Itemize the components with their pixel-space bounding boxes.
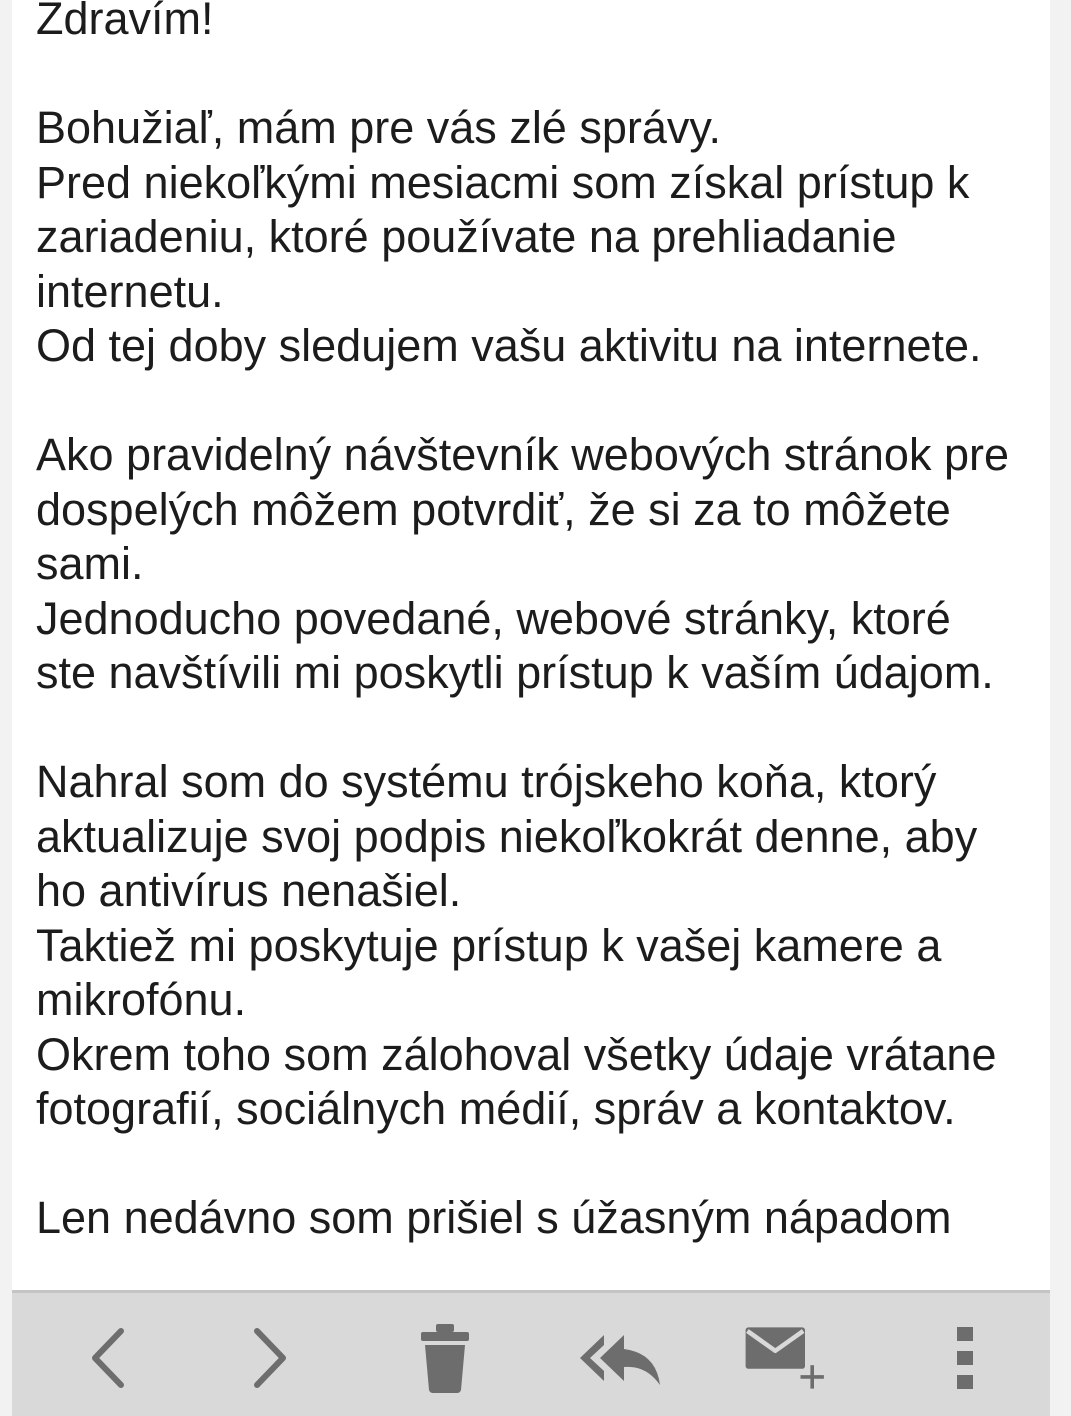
email-line: sami.	[36, 538, 144, 589]
email-line: ste navštívili mi poskytli prístup k vaším údajom.	[36, 647, 994, 698]
trash-icon	[415, 1322, 475, 1394]
previous-button[interactable]	[64, 1313, 154, 1403]
email-line: fotografií, sociálnych médií, správ a kontaktov.	[36, 1083, 956, 1134]
chevron-right-icon	[239, 1323, 299, 1393]
chevron-left-icon	[79, 1323, 139, 1393]
email-line: Pred niekoľkými mesiacmi som získal prístup k	[36, 156, 970, 208]
next-button[interactable]	[224, 1313, 314, 1403]
email-greeting: Zdravím!	[36, 0, 214, 44]
more-vertical-icon	[950, 1323, 980, 1393]
more-options-button[interactable]	[920, 1313, 1010, 1403]
email-line: internetu.	[36, 265, 224, 317]
email-line: Ako pravidelný návštevník webových stránok pre	[36, 429, 1009, 480]
email-body	[36, 0, 1036, 1292]
right-edge	[1050, 0, 1071, 1416]
mail-add-icon	[742, 1318, 832, 1398]
left-edge	[0, 0, 12, 1416]
email-line: zariadeniu, ktoré používate na prehliadanie	[36, 211, 897, 262]
delete-button[interactable]	[400, 1313, 490, 1403]
reply-all-icon	[576, 1323, 666, 1393]
email-line: Bohužiaľ, mám pre vás zlé správy.	[36, 102, 722, 153]
email-line: Nahral som do systému trójskeho koňa, ktorý	[36, 756, 937, 807]
email-line: dospelých môžem potvrdiť, že si za to môžete	[36, 483, 951, 535]
email-line: Okrem toho som zálohoval všetky údaje vrátane	[36, 1028, 997, 1080]
email-line: Od tej doby sledujem vašu aktivitu na internete.	[36, 320, 982, 371]
email-line: Len nedávno som prišiel s úžasným nápadom	[36, 1192, 952, 1243]
email-line: ho antivírus nenašiel.	[36, 865, 462, 916]
email-line: Jednoducho povedané, webové stránky, ktoré	[36, 592, 951, 644]
email-line: Taktiež mi poskytuje prístup k vašej kamere a	[36, 919, 942, 971]
email-line: aktualizuje svoj podpis niekoľkokrát denne, aby	[36, 810, 978, 862]
email-line: mikrofónu.	[36, 974, 247, 1025]
bottom-toolbar	[12, 1290, 1050, 1416]
reply-all-button[interactable]	[576, 1313, 666, 1403]
compose-button[interactable]	[742, 1313, 832, 1403]
